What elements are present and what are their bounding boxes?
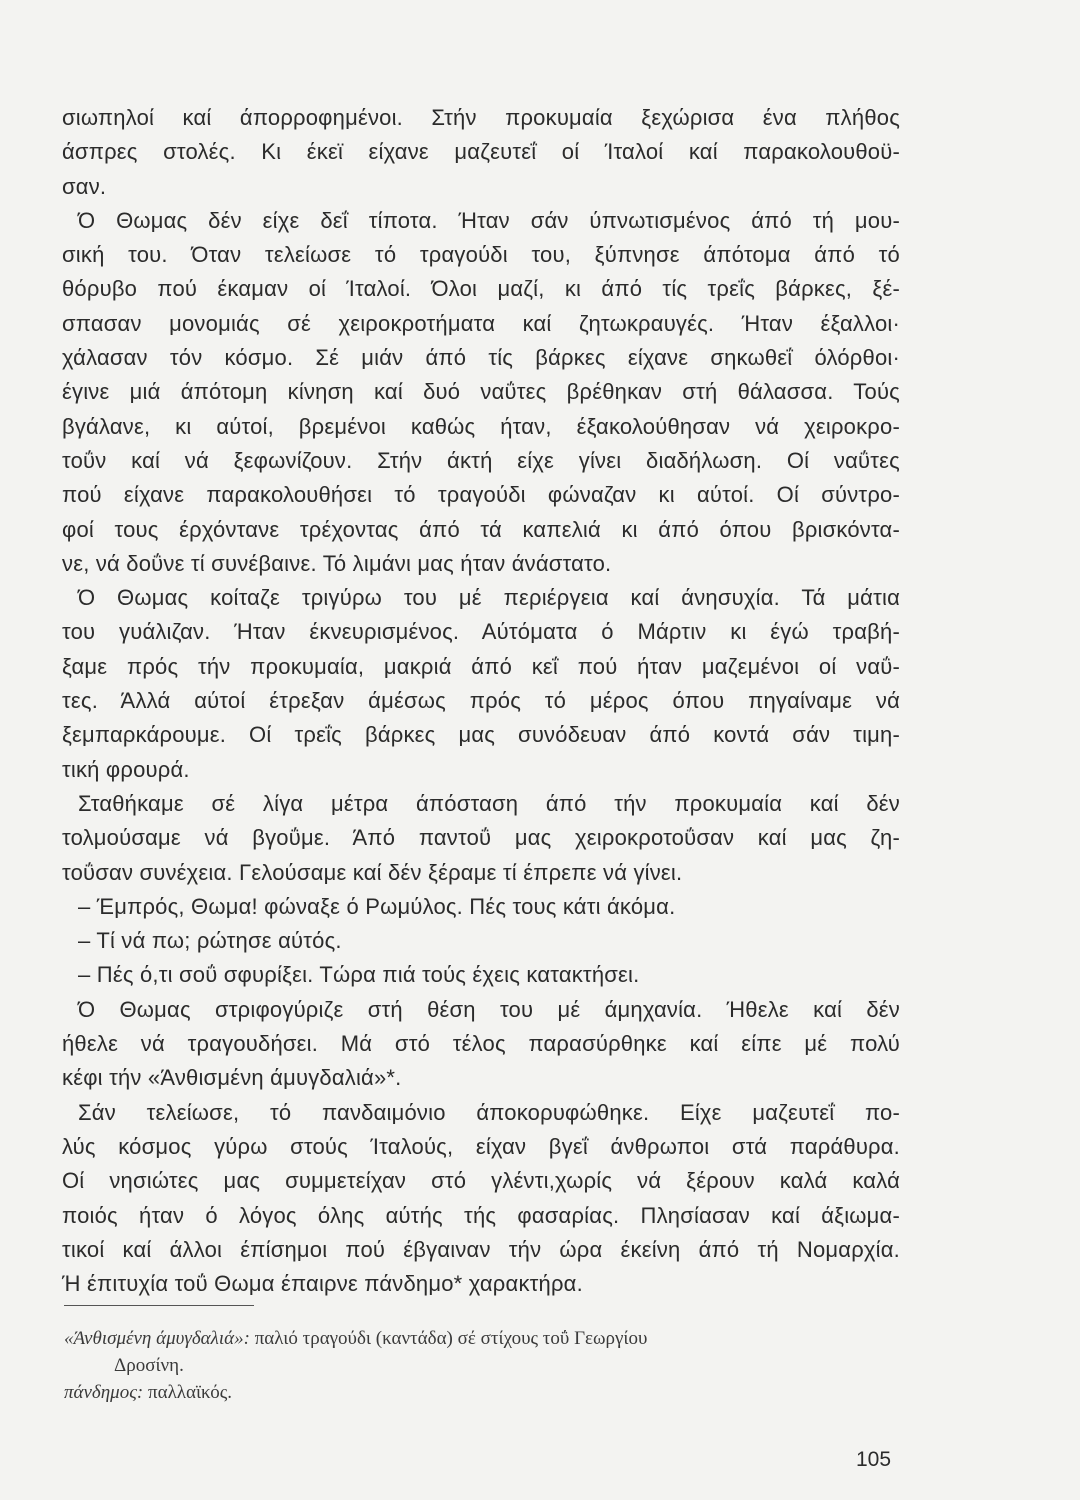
text-line: βγάλανε, κι αύτοί, βρεμένοι καθώς ήταν, έξακολούθησαν νά χειροκρο- <box>62 413 900 439</box>
text-line: Ή έπιτυχία τοΰ Θωμα έπαιρνε πάνδημο* χαρακτήρα. <box>62 1271 583 1297</box>
text-line: ποιός ήταν ό λόγος όλης αύτής τής φασαρίας. Πλησίασαν καί άξιωμα- <box>62 1202 900 1228</box>
text-line: σπασαν μονομιάς σέ χειροκροτήματα καί ζητωκραυγές. Ήταν έξαλλοι· <box>62 310 900 336</box>
text-line: Ό Θωμας δέν είχε δεΐ τίποτα. Ήταν σάν ύπνωτισμένος άπό τή μου- <box>78 207 900 233</box>
text-line: Οί νησιώτες μας συμμετείχαν στό γλέντι,χωρίς νά ξέρουν καλά καλά <box>62 1168 900 1194</box>
text-line: τικοί καί άλλοι έπίσημοι πού έβγαιναν τήν ώρα έκείνη άπό τή Νομαρχία. <box>62 1236 900 1262</box>
text-line: ήθελε νά τραγουδήσει. Μά στό τέλος παρασύρθηκε καί είπε μέ πολύ <box>62 1031 900 1057</box>
text-line: ξεμπαρκάρουμε. Οί τρεΐς βάρκες μας συνόδευαν άπό κοντά σάν τιμη- <box>62 722 900 748</box>
text-line: σαν. <box>62 173 107 199</box>
footnote-continuation: Δροσίνη. <box>114 1355 184 1376</box>
text-line: τική φρουρά. <box>62 756 190 782</box>
page-number: 105 <box>856 1448 892 1471</box>
text-line: Σάν τελείωσε, τό πανδαιμόνιο άποκορυφώθηκε. Είχε μαζευτεΐ πο- <box>78 1099 900 1125</box>
text-line: λύς κόσμος γύρω στούς Ίταλούς, είχαν βγεΐ άνθρωποι στά παράθυρα. <box>62 1133 900 1159</box>
text-line: τολμούσαμε νά βγοΰμε. Άπό παντοΰ μας χειροκροτοΰσαν καί μας ζη- <box>62 825 900 851</box>
dialogue-line: – Έμπρός, Θωμα! φώναξε ό Ρωμύλος. Πές τους κάτι άκόμα. <box>78 893 676 919</box>
text-line: του γυάλιζαν. Ήταν έκνευρισμένος. Αύτόματα ό Μάρτιν κι έγώ τραβή- <box>62 619 900 645</box>
text-line: σιωπηλοί καί άπορροφημένοι. Στήν προκυμαία ξεχώρισα ένα πλήθος <box>62 105 900 130</box>
text-line: άσπρες στολές. Κι έκεϊ είχανε μαζευτεΐ οί Ίταλοί καί παρακολουθοϋ- <box>62 139 900 165</box>
text-line: φοί τους έρχόντανε τρέχοντας άπό τά καπελιά κι άπό όπου βρισκόντα- <box>62 516 900 542</box>
text-line: πού είχανε παρακολουθήσει τό τραγούδι φώναζαν κι αύτοί. Οί σύντρο- <box>62 482 900 508</box>
footnote-item <box>64 1325 904 1352</box>
text-line: ξαμε πρός τήν προκυμαία, μακριά άπό κεΐ πού ήταν μαζεμένοι οί ναΰ- <box>62 653 900 679</box>
dialogue-line: – Πές ό,τι σοΰ σφυρίξει. Τώρα πιά τούς έχεις κατακτήσει. <box>78 962 640 988</box>
text-line: τοΰν καί νά ξεφωνίζουν. Στήν άκτή είχε γίνει διαδήλωση. Οί ναΰτες <box>62 447 900 473</box>
footnote-divider <box>64 1305 254 1306</box>
footnotes <box>64 1325 904 1406</box>
text-line: Ό Θωμας στριφογύριζε στή θέση του μέ άμηχανία. Ήθελε καί δέν <box>78 996 900 1022</box>
text-line: κέφι τήν «Άνθισμένη άμυγδαλιά»*. <box>62 1065 402 1091</box>
text-line: τες. Άλλά αύτοί έτρεξαν άμέσως πρός τό μέρος όπου πηγαίναμε νά <box>62 688 900 714</box>
text-line: χάλασαν τόν κόσμο. Σέ μιάν άπό τίς βάρκες είχανε σηκωθεΐ όλόρθοι· <box>62 345 900 371</box>
footnote-definition: παλιό τραγούδι (καντάδα) σέ στίχους τοΰ Γεωργίου <box>254 1328 648 1349</box>
footnote-term: «Άνθισμένη άμυγδαλιά»: <box>64 1328 250 1349</box>
body-text <box>62 101 900 1301</box>
text-line: έγινε μιά άπότομη κίνηση καί δυό ναΰτες βρέθηκαν στή θάλασσα. Τούς <box>62 379 900 405</box>
dialogue-line: – Τί νά πω; ρώτησε αύτός. <box>78 928 342 954</box>
text-line: τοΰσαν συνέχεια. Γελούσαμε καί δέν ξέραμε τί έπρεπε νά γίνει. <box>62 859 683 885</box>
text-line: σική του. Όταν τελείωσε τό τραγούδι του, ξύπνησε άπότομα άπό τό <box>62 242 900 268</box>
text-line: νε, νά δοΰνε τί συνέβαινε. Τό λιμάνι μας ήταν άνάστατο. <box>62 550 612 576</box>
text-line: Ό Θωμας κοίταζε τριγύρω του μέ περιέργεια καί άνησυχία. Τά μάτια <box>78 585 900 611</box>
footnote-term: πάνδημος: <box>64 1382 144 1403</box>
text-line: θόρυβο πού έκαμαν οί Ίταλοί. Όλοι μαζί, κι άπό τίς τρεΐς βάρκες, ξέ- <box>62 276 900 302</box>
text-line: Σταθήκαμε σέ λίγα μέτρα άπόσταση άπό τήν προκυμαία καί δέν <box>78 790 900 816</box>
footnote-definition: παλλαϊκός. <box>148 1382 232 1403</box>
footnote-item <box>64 1379 904 1406</box>
